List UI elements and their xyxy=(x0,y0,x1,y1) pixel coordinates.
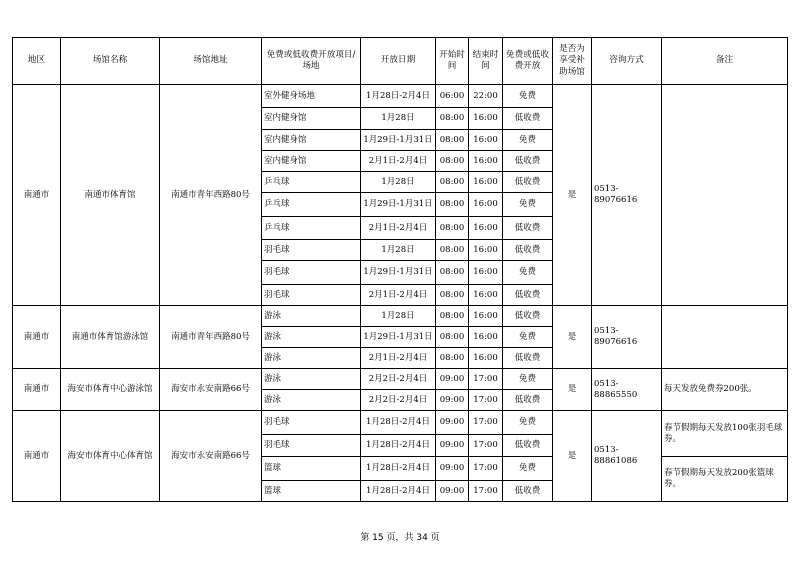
end-time-cell: 22:00 xyxy=(469,85,503,108)
end-time-cell: 17:00 xyxy=(469,481,503,502)
subsidy-cell: 是 xyxy=(553,85,592,306)
contact-cell: 0513-88861086 xyxy=(592,411,662,502)
end-time-cell: 17:00 xyxy=(469,369,503,390)
project-cell: 乒乓球 xyxy=(262,217,361,240)
start-time-cell: 08:00 xyxy=(436,261,469,285)
end-time-cell: 16:00 xyxy=(469,327,503,348)
end-time-cell: 16:00 xyxy=(469,193,503,217)
fee-type-cell: 免费 xyxy=(503,193,553,217)
venue-name-cell: 海安市体育中心体育馆 xyxy=(61,411,160,502)
fee-type-cell: 免费 xyxy=(503,327,553,348)
start-time-cell: 08:00 xyxy=(436,193,469,217)
start-time-cell: 09:00 xyxy=(436,390,469,411)
open-dates-cell: 2月1日-2月4日 xyxy=(361,348,436,369)
project-cell: 羽毛球 xyxy=(262,261,361,285)
end-time-cell: 16:00 xyxy=(469,261,503,285)
end-time-cell: 17:00 xyxy=(469,411,503,435)
start-time-cell: 08:00 xyxy=(436,240,469,261)
open-dates-cell: 1月28日 xyxy=(361,172,436,193)
end-time-cell: 16:00 xyxy=(469,285,503,306)
start-time-cell: 08:00 xyxy=(436,151,469,172)
region-cell: 南通市 xyxy=(13,369,61,411)
start-time-cell: 08:00 xyxy=(436,108,469,130)
contact-cell: 0513-88865550 xyxy=(592,369,662,411)
fee-type-cell: 低收费 xyxy=(503,285,553,306)
start-time-cell: 09:00 xyxy=(436,435,469,457)
start-time-cell: 09:00 xyxy=(436,411,469,435)
open-dates-cell: 1月29日-1月31日 xyxy=(361,193,436,217)
start-time-cell: 08:00 xyxy=(436,172,469,193)
venue-address-cell: 海安市永安南路66号 xyxy=(160,411,262,502)
note-cell xyxy=(662,85,788,306)
fee-type-cell: 低收费 xyxy=(503,435,553,457)
fee-type-cell: 低收费 xyxy=(503,151,553,172)
open-dates-cell: 2月1日-2月4日 xyxy=(361,151,436,172)
project-cell: 羽毛球 xyxy=(262,411,361,435)
table-row xyxy=(13,411,788,435)
fee-type-cell: 低收费 xyxy=(503,390,553,411)
note-cell xyxy=(662,306,788,369)
venue-address-cell: 南通市青年西路80号 xyxy=(160,85,262,306)
venue-address-cell: 海安市永安南路66号 xyxy=(160,369,262,411)
fee-type-cell: 免费 xyxy=(503,411,553,435)
project-cell: 游泳 xyxy=(262,390,361,411)
fee-type-cell: 免费 xyxy=(503,85,553,108)
start-time-cell: 09:00 xyxy=(436,457,469,481)
open-dates-cell: 1月28日 xyxy=(361,108,436,130)
start-time-cell: 08:00 xyxy=(436,217,469,240)
fee-type-cell: 低收费 xyxy=(503,240,553,261)
project-cell: 篮球 xyxy=(262,457,361,481)
header-fee-type: 免费或低收费开放 xyxy=(503,38,553,85)
table-row xyxy=(13,306,788,327)
open-dates-cell: 1月29日-1月31日 xyxy=(361,130,436,151)
end-time-cell: 16:00 xyxy=(469,348,503,369)
end-time-cell: 16:00 xyxy=(469,240,503,261)
project-cell: 游泳 xyxy=(262,369,361,390)
page-footer: 第 15 页，共 34 页 xyxy=(360,533,440,543)
project-cell: 篮球 xyxy=(262,481,361,502)
header-start-time: 开始时间 xyxy=(436,38,469,85)
open-dates-cell: 1月29日-1月31日 xyxy=(361,261,436,285)
fee-type-cell: 免费 xyxy=(503,261,553,285)
project-cell: 室外健身场地 xyxy=(262,85,361,108)
project-cell: 游泳 xyxy=(262,306,361,327)
open-dates-cell: 1月28日-2月4日 xyxy=(361,457,436,481)
header-row xyxy=(13,38,788,85)
contact-cell: 0513-89076616 xyxy=(592,85,662,306)
subsidy-cell: 是 xyxy=(553,411,592,502)
start-time-cell: 08:00 xyxy=(436,285,469,306)
subsidy-cell: 是 xyxy=(553,369,592,411)
fee-type-cell: 免费 xyxy=(503,457,553,481)
fee-type-cell: 低收费 xyxy=(503,217,553,240)
open-dates-cell: 1月29日-1月31日 xyxy=(361,327,436,348)
table-row xyxy=(13,369,788,390)
open-dates-cell: 2月2日-2月4日 xyxy=(361,369,436,390)
note-cell: 每天发放免费券200张。 xyxy=(662,369,788,411)
start-time-cell: 08:00 xyxy=(436,327,469,348)
venue-address-cell: 南通市青年西路80号 xyxy=(160,306,262,369)
note-cell: 春节假期每天发放200张篮球券。 xyxy=(662,457,788,502)
start-time-cell: 06:00 xyxy=(436,85,469,108)
project-cell: 室内健身馆 xyxy=(262,130,361,151)
end-time-cell: 17:00 xyxy=(469,390,503,411)
open-dates-cell: 2月1日-2月4日 xyxy=(361,285,436,306)
header-region: 地区 xyxy=(13,38,61,85)
header-contact: 咨询方式 xyxy=(592,38,662,85)
start-time-cell: 09:00 xyxy=(436,481,469,502)
fee-type-cell: 低收费 xyxy=(503,306,553,327)
open-dates-cell: 1月28日-2月4日 xyxy=(361,85,436,108)
project-cell: 羽毛球 xyxy=(262,285,361,306)
venue-name-cell: 南通市体育馆游泳馆 xyxy=(61,306,160,369)
start-time-cell: 08:00 xyxy=(436,130,469,151)
end-time-cell: 16:00 xyxy=(469,108,503,130)
project-cell: 羽毛球 xyxy=(262,435,361,457)
header-end-time: 结束时间 xyxy=(469,38,503,85)
header-venue-name: 场馆名称 xyxy=(61,38,160,85)
region-cell: 南通市 xyxy=(13,306,61,369)
table-row xyxy=(13,85,788,108)
contact-cell: 0513-89076616 xyxy=(592,306,662,369)
region-cell: 南通市 xyxy=(13,85,61,306)
project-cell: 游泳 xyxy=(262,348,361,369)
start-time-cell: 08:00 xyxy=(436,306,469,327)
open-dates-cell: 1月28日-2月4日 xyxy=(361,411,436,435)
project-cell: 乒乓球 xyxy=(262,172,361,193)
end-time-cell: 16:00 xyxy=(469,306,503,327)
venue-name-cell: 海安市体育中心游泳馆 xyxy=(61,369,160,411)
header-project: 免费或低收费开放项目/场地 xyxy=(262,38,361,85)
open-dates-cell: 1月28日-2月4日 xyxy=(361,481,436,502)
end-time-cell: 16:00 xyxy=(469,130,503,151)
project-cell: 羽毛球 xyxy=(262,240,361,261)
start-time-cell: 08:00 xyxy=(436,348,469,369)
fee-type-cell: 免费 xyxy=(503,369,553,390)
end-time-cell: 17:00 xyxy=(469,435,503,457)
venue-table xyxy=(12,37,788,502)
note-cell: 春节假期每天发放100张羽毛球券。 xyxy=(662,411,788,457)
open-dates-cell: 2月1日-2月4日 xyxy=(361,217,436,240)
header-note: 备注 xyxy=(662,38,788,85)
region-cell: 南通市 xyxy=(13,411,61,502)
project-cell: 室内健身馆 xyxy=(262,151,361,172)
end-time-cell: 16:00 xyxy=(469,151,503,172)
header-subsidy: 是否为享受补助场馆 xyxy=(553,38,592,85)
subsidy-cell: 是 xyxy=(553,306,592,369)
fee-type-cell: 低收费 xyxy=(503,108,553,130)
fee-type-cell: 低收费 xyxy=(503,348,553,369)
venue-name-cell: 南通市体育馆 xyxy=(61,85,160,306)
fee-type-cell: 低收费 xyxy=(503,481,553,502)
open-dates-cell: 1月28日-2月4日 xyxy=(361,435,436,457)
start-time-cell: 09:00 xyxy=(436,369,469,390)
header-venue-address: 场馆地址 xyxy=(160,38,262,85)
open-dates-cell: 1月28日 xyxy=(361,240,436,261)
fee-type-cell: 免费 xyxy=(503,130,553,151)
fee-type-cell: 低收费 xyxy=(503,172,553,193)
end-time-cell: 16:00 xyxy=(469,217,503,240)
header-open-dates: 开放日期 xyxy=(361,38,436,85)
project-cell: 室内健身馆 xyxy=(262,108,361,130)
end-time-cell: 17:00 xyxy=(469,457,503,481)
open-dates-cell: 1月28日 xyxy=(361,306,436,327)
open-dates-cell: 2月2日-2月4日 xyxy=(361,390,436,411)
project-cell: 游泳 xyxy=(262,327,361,348)
project-cell: 乒乓球 xyxy=(262,193,361,217)
end-time-cell: 16:00 xyxy=(469,172,503,193)
